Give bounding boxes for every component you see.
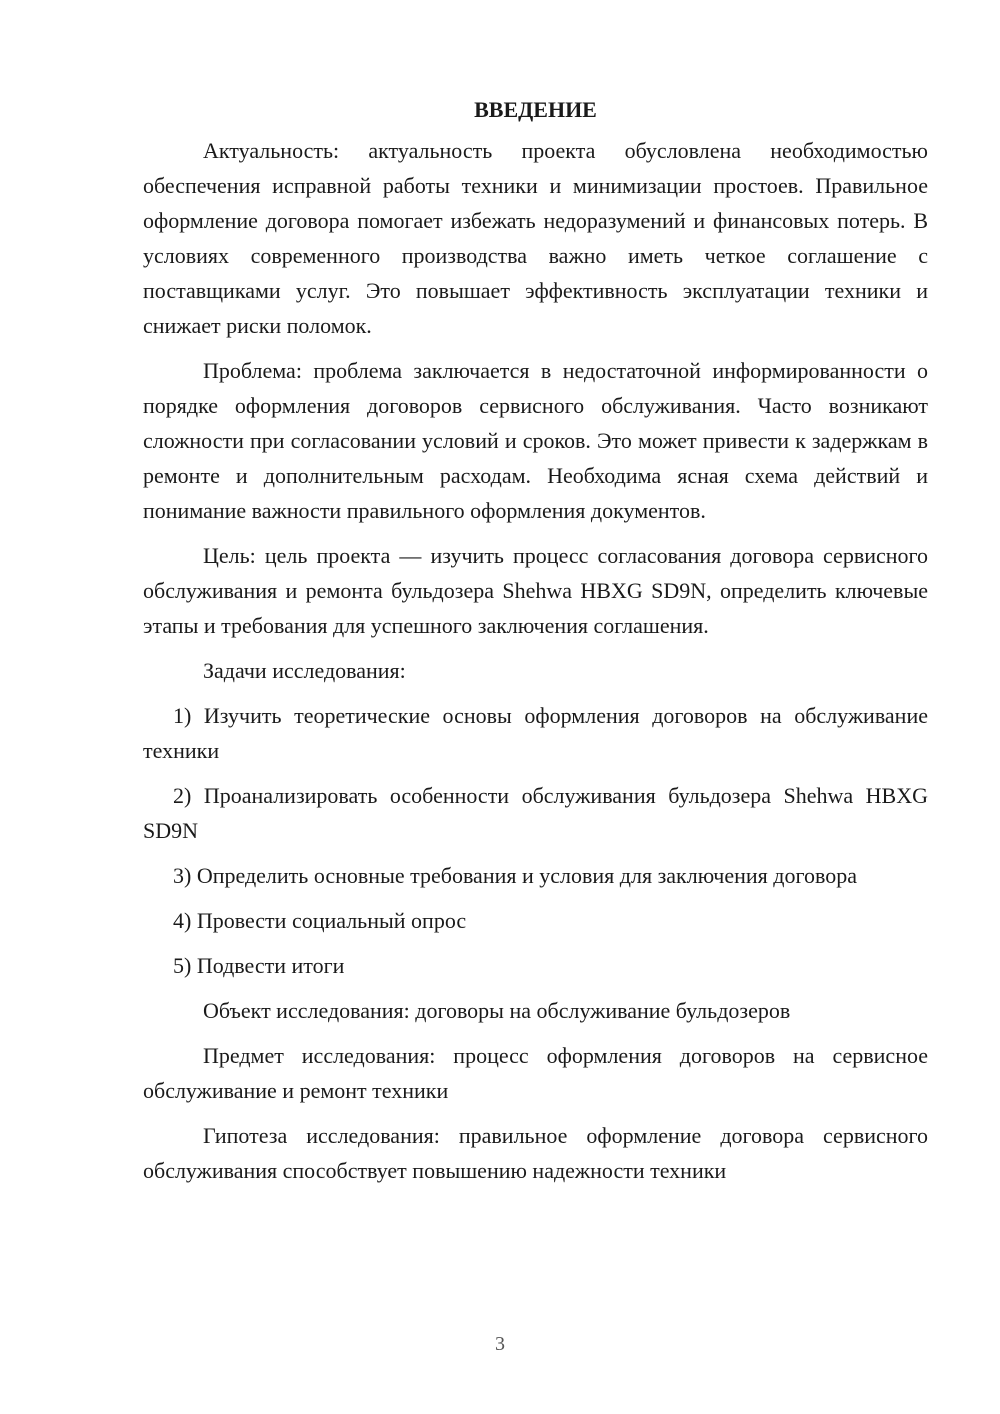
paragraph-tasks-heading: Задачи исследования: <box>203 658 406 683</box>
paragraph-relevance: Актуальность: актуальность проекта обусловлена необходимостью обеспечения исправной работы техники и минимизации простоев. Правильное оформление договора помогает избежать недоразумений и финансовых потерь. В условиях современного производства важно иметь четкое соглашение с поставщиками услуг. Это повышает эффективность эксплуатации техники и снижает риски поломок. <box>143 138 928 338</box>
task-item-2: 2) Проанализировать особенности обслуживания бульдозера Shehwa HBXG SD9N <box>143 783 928 843</box>
paragraph-goal: Цель: цель проекта — изучить процесс согласования договора сервисного обслуживания и ремонта бульдозера Shehwa HBXG SD9N, определить ключевые этапы и требования для успешного заключения соглашения. <box>143 543 928 638</box>
paragraph-object: Объект исследования: договоры на обслуживание бульдозеров <box>203 998 791 1023</box>
page-number: 3 <box>495 1333 505 1355</box>
task-item-3: 3) Определить основные требования и условия для заключения договора <box>173 863 857 888</box>
task-item-5: 5) Подвести итоги <box>173 953 345 978</box>
task-item-4: 4) Провести социальный опрос <box>173 908 467 933</box>
paragraph-hypothesis: Гипотеза исследования: правильное оформление договора сервисного обслуживания способствует повышению надежности техники <box>143 1123 928 1183</box>
section-title: ВВЕДЕНИЕ <box>474 97 597 122</box>
paragraph-subject: Предмет исследования: процесс оформления договоров на сервисное обслуживание и ремонт техники <box>143 1043 928 1103</box>
document-page <box>143 92 928 1198</box>
task-item-1: 1) Изучить теоретические основы оформления договоров на обслуживание техники <box>143 703 928 763</box>
paragraph-problem: Проблема: проблема заключается в недостаточной информированности о порядке оформления договоров сервисного обслуживания. Часто возникают сложности при согласовании условий и сроков. Это может привести к задержкам в ремонте и дополнительным расходам. Необходима ясная схема действий и понимание важности правильного оформления документов. <box>143 358 928 523</box>
